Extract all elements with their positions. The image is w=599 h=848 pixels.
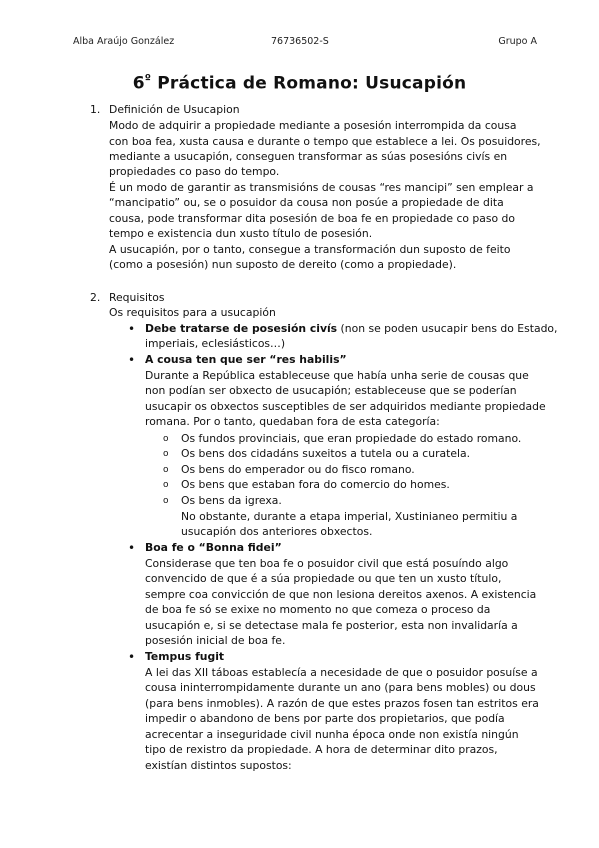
sublist-item: Os bens da igrexa. [181, 494, 282, 507]
section1-line: É un modo de garantir as transmisións de cousas “res mancipi” sen emplear a [109, 181, 534, 194]
requirement-3-line: posesión inicial de boa fe. [145, 634, 286, 647]
section1-number: 1. [90, 103, 101, 116]
requirement-2-line: usucapir os obxectos susceptibles de ser adquiridos mediante propiedade [145, 400, 546, 413]
title-ordinal: º [144, 72, 152, 85]
circle-bullet-icon: o [163, 480, 169, 490]
requirement-2-line: Durante a República estableceuse que había unha serie de cousas que [145, 369, 529, 382]
section1-line: (como a posesión) nun suposto de dereito (como a propiedade). [109, 258, 457, 271]
section1-line: propiedades co paso do tempo. [109, 165, 280, 178]
requirement-1-title: Debe tratarse de posesión civís [145, 322, 338, 335]
circle-bullet-icon: o [163, 465, 169, 475]
requirement-2-title: A cousa ten que ser “res habilis” [145, 353, 347, 366]
section1-line: mediante a usucapión, conseguen transformar as súas posesións civís en [109, 150, 508, 163]
section2-heading: Requisitos [109, 291, 165, 304]
requirement-2-after: No obstante, durante a etapa imperial, Xustinianeo permitiu a [181, 510, 518, 523]
requirement-1-cont: imperiais, eclesiásticos…) [145, 337, 286, 350]
section1-line: cousa, pode transformar dita posesión de boa fe en propiedade co paso do [109, 212, 516, 225]
section1-line: tempo e existencia dun xusto título de posesión. [109, 227, 373, 240]
section1-heading: Definición de Usucapion [109, 103, 240, 116]
requirement-4-line: tipo de rexistro da propiedade. A hora de determinar dito prazos, [145, 743, 498, 756]
section1-line: “mancipatio” ou, se o posuidor da cousa non posúe a propiedade de dita [109, 196, 504, 209]
sublist-item: Os fundos provinciais, que eran propiedade do estado romano. [181, 432, 522, 445]
requirement-3-title: Boa fe o “Bonna fidei” [145, 541, 282, 554]
requirement-3-line: de boa fe só se exixe no momento no que comeza o proceso da [145, 603, 491, 616]
requirement-4-title: Tempus fugit [145, 650, 225, 663]
requirement-3-line: usucapión e, si se detectase mala fe posterior, esta non invalidaría a [145, 619, 518, 632]
page-title [0, 72, 599, 94]
section2-number: 2. [90, 291, 101, 304]
requirement-1-text: (non se poden usucapir bens do Estado, [337, 322, 558, 335]
section2-intro: Os requisitos para a usucapión [109, 306, 276, 319]
circle-bullet-icon: o [163, 449, 169, 459]
bullet-icon: • [128, 353, 136, 367]
header-author: Alba Araújo González [73, 36, 175, 47]
requirement-3-line: convencido de que é a súa propiedade ou que ten un xusto título, [145, 572, 502, 585]
sublist-item: Os bens que estaban fora do comercio do homes. [181, 478, 450, 491]
header-student-id: 76736502-S [271, 36, 329, 47]
sublist-item: Os bens do emperador ou do fisco romano. [181, 463, 415, 476]
requirement-4-line: (para bens inmobles). A razón de que estes prazos fosen tan estritos era [145, 697, 539, 710]
requirement-4-line: impedir o abandono de bens por parte dos propietarios, que podía [145, 712, 505, 725]
sublist-item: Os bens dos cidadáns suxeitos a tutela ou a curatela. [181, 447, 471, 460]
bullet-icon: • [128, 541, 136, 555]
title-text: Práctica de Romano: Usucapión [157, 73, 467, 94]
requirement-2-line: romana. Por o tanto, quedaban fora de esta categoría: [145, 415, 440, 428]
requirement-1 [145, 322, 557, 336]
bullet-icon: • [128, 650, 136, 664]
section1-line: con boa fea, xusta causa e durante o tempo que establece a lei. Os posuidores, [109, 135, 541, 148]
title-number: 6 [132, 73, 145, 94]
section1-line: A usucapión, por o tanto, consegue a transformación dun suposto de feito [109, 243, 511, 256]
requirement-4-line: acrecentar a inseguridade civil nunha época onde non existía ningún [145, 728, 519, 741]
requirement-2-line: non podían ser obxecto de usucapión; estableceuse que se poderían [145, 384, 517, 397]
circle-bullet-icon: o [163, 434, 169, 444]
requirement-4-line: existían distintos supostos: [145, 759, 292, 772]
requirement-2-after: usucapión dos anteriores obxectos. [181, 525, 373, 538]
requirement-4-line: A lei das XII táboas establecía a necesidade de que o posuidor posuíse a [145, 666, 538, 679]
requirement-3-line: Considerase que ten boa fe o posuidor civil que está posuíndo algo [145, 557, 509, 570]
requirement-4-line: cousa ininterrompidamente durante un ano (para bens mobles) ou dous [145, 681, 536, 694]
circle-bullet-icon: o [163, 496, 169, 506]
requirement-3-line: sempre coa convicción de que non lesiona dereitos axenos. A existencia [145, 588, 537, 601]
header-group: Grupo A [498, 36, 537, 47]
bullet-icon: • [128, 322, 136, 336]
section1-line: Modo de adquirir a propiedade mediante a posesión interrompida da cousa [109, 119, 517, 132]
